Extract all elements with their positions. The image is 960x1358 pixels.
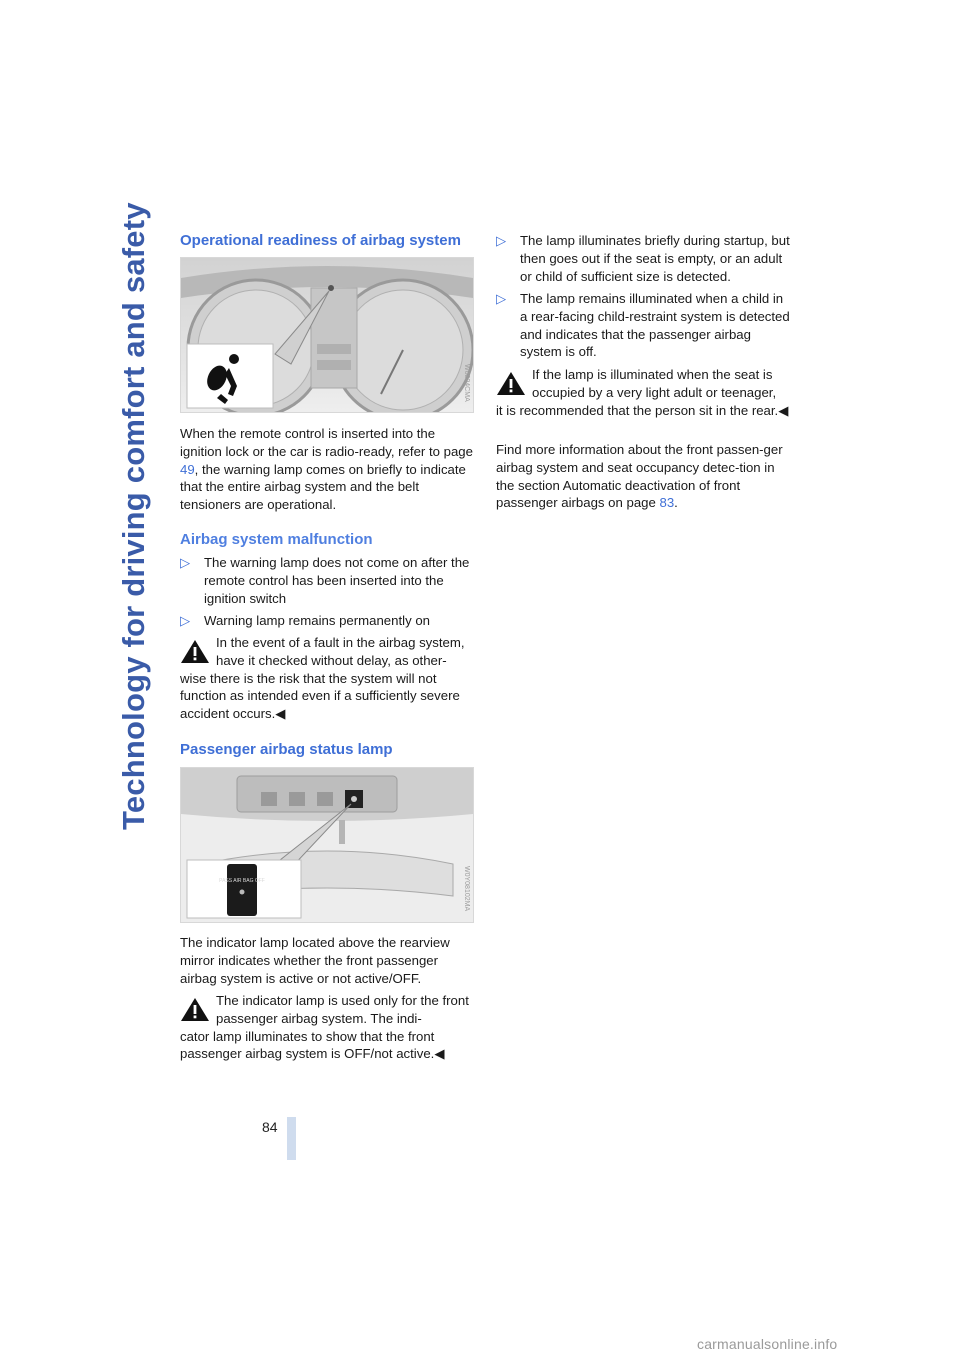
bullet-marker-icon: ▷ (496, 233, 507, 248)
page-marker-bar (287, 1117, 296, 1160)
warning-triangle-icon (496, 370, 526, 396)
page-link-83[interactable]: 83 (659, 495, 675, 511)
paragraph-readiness: When the remote control is inserted into the ignition lock or the car is radio-ready, refer to page 49, the warning lamp comes on briefly to indicate that the entire airbag system and the belt tensioners are operational. (180, 426, 473, 513)
warning-triangle-icon (180, 638, 210, 664)
page-number: 84 (262, 1119, 278, 1135)
bullet-marker-icon: ▷ (180, 613, 191, 628)
paragraph-status: The indicator lamp located above the rearview mirror indicates whether the front passenger airbag system is active or not active/OFF. (180, 935, 450, 986)
heading-status-lamp: Passenger airbag status lamp (180, 741, 393, 758)
figure-overhead-console (180, 767, 474, 923)
watermark: carmanualsonline.info (697, 1336, 838, 1352)
heading-malfunction: Airbag system malfunction (180, 531, 373, 548)
warning-triangle-icon (180, 996, 210, 1022)
figure-instrument-cluster (180, 257, 474, 413)
page-link-49[interactable]: 49 (180, 461, 195, 477)
status-lamp-label: PASS AIR BAG OFF (219, 878, 265, 884)
overhead-console-illustration (181, 768, 473, 922)
heading-readiness: Operational readiness of airbag system (180, 232, 461, 249)
instrument-cluster-illustration (181, 258, 473, 412)
figure-code: W0804CMA (463, 364, 470, 402)
paragraph-more-info: Find more information about the front passen-ger airbag system and seat occupancy detec-tion in the section Automatic deactivation of front passenger airbags on page 83. (496, 442, 783, 511)
chapter-title-text: Technology for driving comfort and safety (116, 202, 151, 830)
bullet-marker-icon: ▷ (496, 291, 507, 306)
bullet-marker-icon: ▷ (180, 555, 191, 570)
chapter-title-vertical (104, 202, 164, 830)
figure-code: W0Y08102MA (463, 866, 470, 912)
